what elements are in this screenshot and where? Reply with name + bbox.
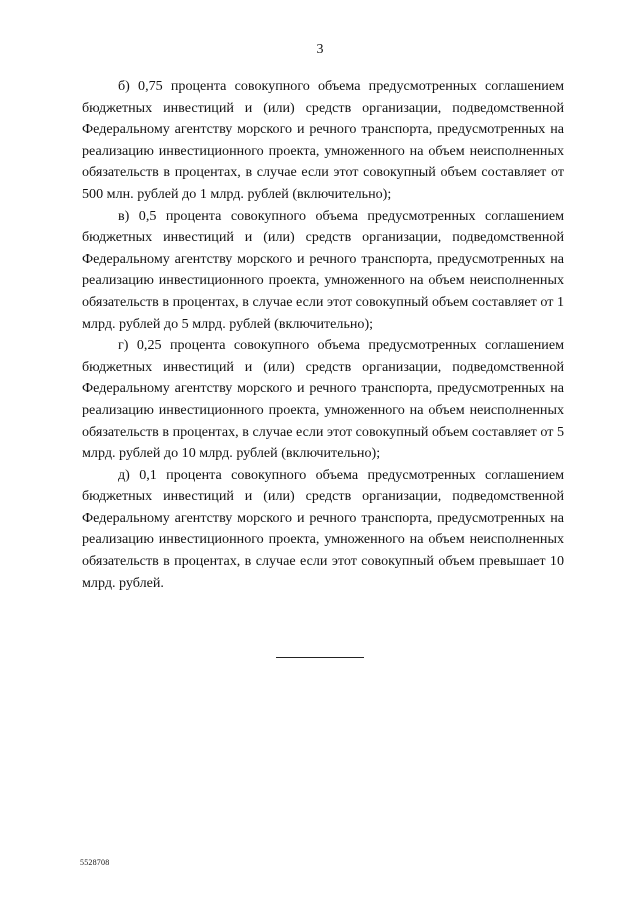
paragraph-d: д) 0,1 процента совокупного объема предусмотренных соглашением бюджетных инвестиций и (или) средств организации, подведомственной Федеральному агентству морского и речного транспорта, предусмотренных на реализацию инвестиционного проекта, умноженного на объем неисполненных обязательств в процентах, в случае если этот совокупный объем превышает 10 млрд. рублей. — [82, 466, 564, 591]
document-id: 5528708 — [80, 858, 110, 867]
paragraph-b: б) 0,75 процента совокупного объема предусмотренных соглашением бюджетных инвестиций и (или) средств организации, подведомственной Федеральному агентству морского и речного транспорта, предусмотренных на реализацию инвестиционного проекта, умноженного на объем неисполненных обязательств в процентах, в случае если этот совокупный объем составляет от 500 млн. рублей до 1 млрд. рублей (включительно); — [82, 78, 564, 202]
paragraph-v: в) 0,5 процента совокупного объема предусмотренных соглашением бюджетных инвестиций и (или) средств организации, подведомственной Федеральному агентству морского и речного транспорта, предусмотренных на реализацию инвестиционного проекта, умноженного на объем неисполненных обязательств в процентах, в случае если этот совокупный объем составляет от 1 млрд. рублей до 5 млрд. рублей (включительно); — [82, 207, 564, 332]
page-number: 3 — [316, 42, 324, 57]
paragraph-g: г) 0,25 процента совокупного объема предусмотренных соглашением бюджетных инвестиций и (или) средств организации, подведомственной Федеральному агентству морского и речного транспорта, предусмотренных на реализацию инвестиционного проекта, умноженного на объем неисполненных обязательств в процентах, в случае если этот совокупный объем составляет от 5 млрд. рублей до 10 млрд. рублей (включительно); — [82, 337, 564, 462]
document-body — [82, 76, 564, 594]
end-of-text-rule — [276, 657, 364, 658]
